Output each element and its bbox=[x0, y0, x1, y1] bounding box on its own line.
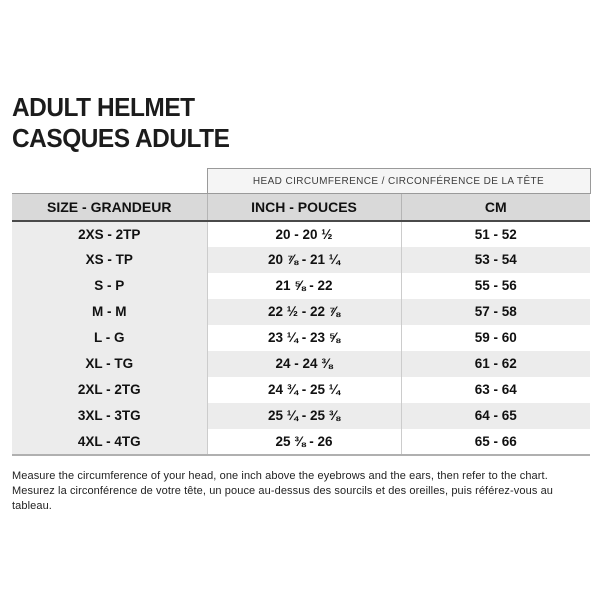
head-circumference-banner: HEAD CIRCUMFERENCE / CIRCONFÉRENCE DE LA TÊTE bbox=[207, 169, 590, 194]
size-cell: 2XL - 2TG bbox=[12, 377, 207, 403]
size-table-body bbox=[12, 221, 590, 455]
cm-cell: 57 - 58 bbox=[401, 299, 590, 325]
size-cell: S - P bbox=[12, 273, 207, 299]
table-row bbox=[12, 221, 590, 247]
size-table bbox=[12, 168, 591, 456]
page-title-line-en: ADULT HELMET bbox=[12, 92, 195, 122]
inch-cell: 24 - 24 ⅜ bbox=[207, 351, 401, 377]
inch-cell: 22 ½ - 22 ⅞ bbox=[207, 299, 401, 325]
size-cell: 2XS - 2TP bbox=[12, 221, 207, 247]
size-cell: M - M bbox=[12, 299, 207, 325]
table-row bbox=[12, 273, 590, 299]
measure-instructions-en: Measure the circumference of your head, one inch above the eyebrows and the ears, then refer to the chart. bbox=[12, 469, 548, 482]
column-header-row bbox=[12, 194, 590, 221]
banner-spacer bbox=[12, 169, 207, 194]
size-cell: XS - TP bbox=[12, 247, 207, 273]
inch-cell: 24 ¾ - 25 ¼ bbox=[207, 377, 401, 403]
page-title-line-fr: CASQUES ADULTE bbox=[12, 123, 230, 153]
measure-instructions bbox=[12, 469, 588, 514]
table-row bbox=[12, 299, 590, 325]
measure-instructions-fr: Mesurez la circonférence de votre tête, un pouce au-dessus des sourcils et des oreilles, puis référez-vous au tableau. bbox=[12, 484, 554, 512]
inch-cell: 20 ⅞ - 21 ¼ bbox=[207, 247, 401, 273]
cm-cell: 63 - 64 bbox=[401, 377, 590, 403]
table-row bbox=[12, 403, 590, 429]
col-header-cm: CM bbox=[401, 194, 590, 221]
cm-cell: 64 - 65 bbox=[401, 403, 590, 429]
size-cell: L - G bbox=[12, 325, 207, 351]
inch-cell: 23 ¼ - 23 ⅝ bbox=[207, 325, 401, 351]
inch-cell: 25 ⅜ - 26 bbox=[207, 429, 401, 455]
cm-cell: 53 - 54 bbox=[401, 247, 590, 273]
size-cell: 4XL - 4TG bbox=[12, 429, 207, 455]
page-title bbox=[12, 92, 553, 154]
col-header-inch: INCH - POUCES bbox=[207, 194, 401, 221]
size-cell: XL - TG bbox=[12, 351, 207, 377]
cm-cell: 65 - 66 bbox=[401, 429, 590, 455]
table-row bbox=[12, 351, 590, 377]
inch-cell: 21 ⅝ - 22 bbox=[207, 273, 401, 299]
cm-cell: 59 - 60 bbox=[401, 325, 590, 351]
size-cell: 3XL - 3TG bbox=[12, 403, 207, 429]
table-row bbox=[12, 377, 590, 403]
inch-cell: 20 - 20 ½ bbox=[207, 221, 401, 247]
banner-row bbox=[12, 169, 590, 194]
cm-cell: 51 - 52 bbox=[401, 221, 590, 247]
table-row bbox=[12, 247, 590, 273]
cm-cell: 55 - 56 bbox=[401, 273, 590, 299]
table-row bbox=[12, 429, 590, 455]
cm-cell: 61 - 62 bbox=[401, 351, 590, 377]
inch-cell: 25 ¼ - 25 ⅜ bbox=[207, 403, 401, 429]
col-header-size: SIZE - GRANDEUR bbox=[12, 194, 207, 221]
table-row bbox=[12, 325, 590, 351]
